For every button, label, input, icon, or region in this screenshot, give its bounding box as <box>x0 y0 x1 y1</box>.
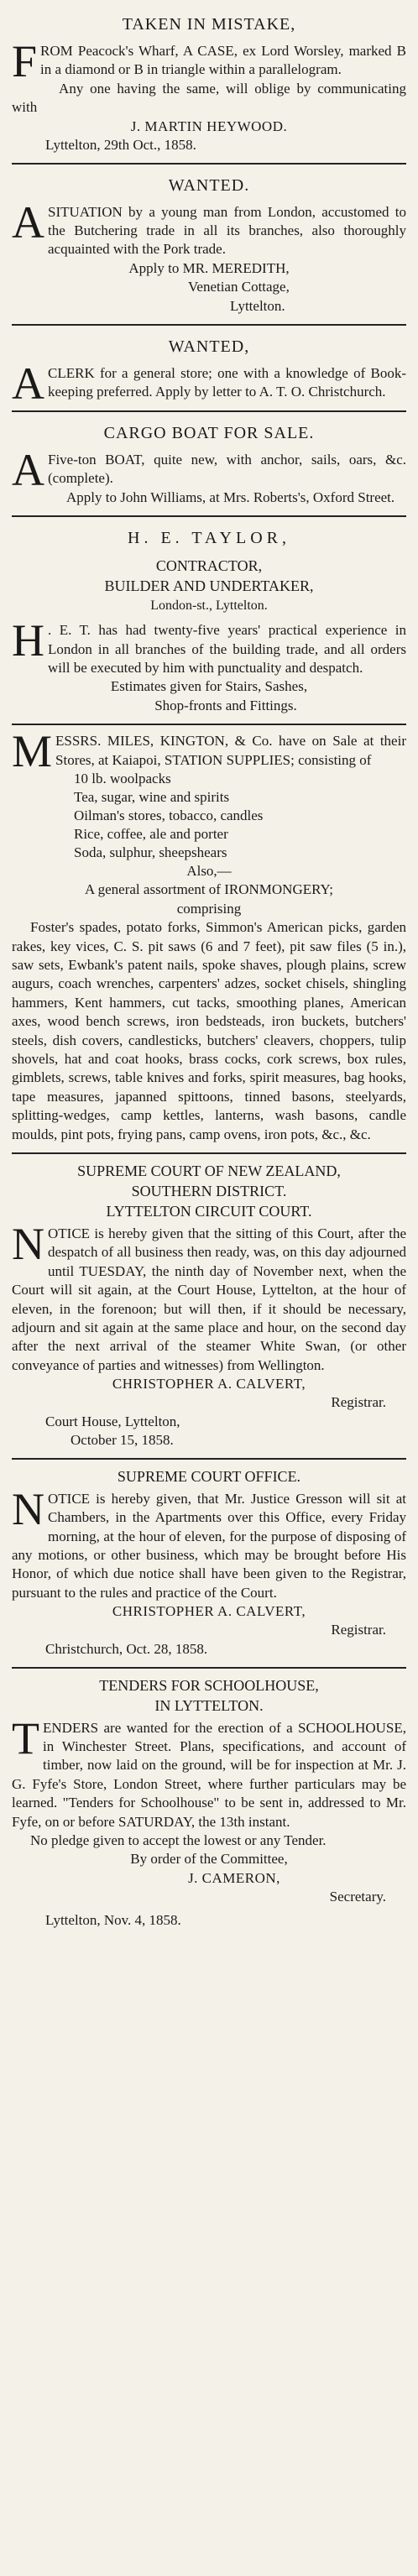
ad-taylor-contractor <box>12 517 406 725</box>
list-item: Soda, sulphur, sheepshears <box>74 844 227 860</box>
ad-body: ASITUATION by a young man from London, accustomed to the Butchering trade in all its branches, also thoroughly acquainted with the Pork trade. <box>12 196 406 258</box>
ad-title: Secretary. <box>329 1888 386 1905</box>
drop-cap: H <box>12 615 44 666</box>
ad-body-2: Any one having the same, will oblige by communicating with <box>12 80 406 116</box>
ad-heading: TAKEN IN MISTAKE, <box>122 15 296 34</box>
ad-signature: CHRISTOPHER A. CALVERT, <box>112 1603 306 1620</box>
ad-place: Court House, Lyttelton, <box>45 1413 180 1429</box>
drop-cap: M <box>12 726 53 777</box>
ad-subhead-2: BUILDER AND UNDERTAKER, <box>104 577 314 595</box>
drop-cap: F <box>12 36 38 86</box>
supply-list <box>12 770 406 862</box>
ad-body-2: Foster's spades, potato forks, Simmon's American picks, garden rakes, key vices, C. S. pit saws (6 and 7 feet), pit saw files (5 in.), saw sets, Ewbank's patent nails, spoke shaves, plough plains, screw augurs, coach wrenches, carpenters' adzes, socket chisels, shingling hammers, Kent hammers, cut tacks, smoothing planes, American axes, wood bench screws, iron bedsteads, iron buckets, butchers' steels, dish covers, candlesticks, butchers' cleavers, choppers, tulip shovels, hat and coat hooks, brass cocks, cork screws, box rules, gimblets, screws, table knives and forks, spirit measures, bag hooks, tape measures, japanned spittoons, tinned basons, steelyards, splitting-wedges, camp kettles, lanterns, wash basons, candle moulds, pint pots, frying pans, camp ovens, iron pots, &c., &c. <box>12 919 406 1142</box>
ad-general: A general assortment of IRONMONGERY; <box>85 881 333 898</box>
ad-taken-in-mistake <box>12 3 406 165</box>
ad-apply: Apply to MR. MEREDITH, <box>128 259 290 276</box>
ad-order: By order of the Committee, <box>130 1851 288 1868</box>
ad-subhead-1: CONTRACTOR, <box>155 557 263 575</box>
ad-date: October 15, 1858. <box>71 1431 174 1448</box>
ad-wanted-clerk <box>12 326 406 412</box>
ad-body: NOTICE is hereby given, that Mr. Justice Gresson will sit at Chambers, in the Apartments over this Office, every Friday morning, at the hour of eleven, for the purpose of disposing of any motions, or other business, which may be brought before His Honor, of which due notice shall have been given to the Registrar, pursuant to the rules and practice of the Court. <box>12 1483 406 1601</box>
drop-cap: N <box>12 1483 44 1534</box>
list-item: Rice, coffee, ale and porter <box>74 825 228 842</box>
ad-body-2: No pledge given to accept the lowest or any Tender. <box>30 1831 327 1848</box>
ad-heading: CARGO BOAT FOR SALE. <box>103 423 315 442</box>
ad-estimates-2: Shop-fronts and Fittings. <box>154 697 297 713</box>
ad-heading: SUPREME COURT OF NEW ZEALAND, <box>77 1163 341 1180</box>
ad-body: MESSRS. MILES, KINGTON, & Co. have on Sale at their Stores, at Kaiapoi, STATION SUPPLIES; consisting of <box>12 726 406 777</box>
ad-also: Also,— <box>186 862 232 879</box>
ad-date: Lyttelton, 29th Oct., 1858. <box>45 136 196 153</box>
ad-body: FROM Peacock's Wharf, A CASE, ex Lord Worsley, marked B in a diamond or B in triangle within a parallelogram. <box>12 36 406 86</box>
drop-cap: A <box>12 444 44 495</box>
list-item: Oilman's stores, tobacco, candles <box>74 807 264 823</box>
ad-address-2: Lyttelton. <box>230 297 285 314</box>
ad-heading: SUPREME COURT OFFICE. <box>117 1467 301 1485</box>
ad-tenders-schoolhouse <box>12 1669 406 1939</box>
ad-heading: H. E. TAYLOR, <box>128 529 290 548</box>
ad-subhead-1: SOUTHERN DISTRICT. <box>131 1183 287 1200</box>
ad-signature: J. CAMERON, <box>188 1869 280 1886</box>
ad-date: Christchurch, Oct. 28, 1858. <box>45 1640 208 1657</box>
ad-heading: WANTED. <box>168 175 250 195</box>
ad-body: H . E. T. has had twenty-five years' practical experience in London in all branches of the building trade, and all orders will be executed by him with punctuality and despatch. <box>12 615 406 676</box>
ad-title: Registrar. <box>331 1622 386 1638</box>
ad-miles-kington <box>12 725 406 1154</box>
ad-heading: WANTED, <box>168 337 250 357</box>
ad-body: ACLERK for a general store; one with a knowledge of Book-keeping preferred. Apply by letter to A. T. O. Christchurch. <box>12 358 406 410</box>
drop-cap: A <box>12 358 44 410</box>
ad-subhead-2: LYTTELTON CIRCUIT COURT. <box>106 1203 312 1220</box>
ad-signature: CHRISTOPHER A. CALVERT, <box>112 1376 306 1393</box>
ad-body: NOTICE is hereby given that the sitting of this Court, after the despatch of all business then ready, was, on this day adjourned until TUESDAY, the ninth day of November next, when the Court will sit again, at the Court House, Lyttelton, at the hour of eleven, in the forenoon; but will then, if it should be necessary, adjourn and sit again at the same place and hour, on the second day after the next arrival of the steamer White Swan, (or other conveyance of parties and witnesses) from Wellington. <box>12 1219 406 1373</box>
ad-body: A Five-ton BOAT, quite new, with anchor, sails, oars, &c. (complete). <box>12 444 406 495</box>
ad-subhead-3: London-st., Lyttelton. <box>150 598 268 614</box>
drop-cap: A <box>12 196 44 248</box>
drop-cap: T <box>12 1712 39 1763</box>
ad-wanted-situation <box>12 165 406 326</box>
ad-estimates: Estimates given for Stairs, Sashes, <box>110 678 308 695</box>
ad-court-office <box>12 1460 406 1669</box>
ad-date: Lyttelton, Nov. 4, 1858. <box>45 1912 181 1929</box>
drop-cap: N <box>12 1219 44 1270</box>
list-item: 10 lb. woolpacks <box>74 770 171 786</box>
ad-title: Registrar. <box>331 1394 386 1411</box>
ad-subhead-1: IN LYTTELTON. <box>154 1696 264 1714</box>
ad-circuit-court <box>12 1154 406 1460</box>
list-item: Tea, sugar, wine and spirits <box>74 788 230 805</box>
ad-body: TENDERS are wanted for the erection of a SCHOOLHOUSE, in Winchester Street. Plans, specifications, and account of timber, now laid on the ground, will be for inspection at Mr. J. G. Fyfe's Store, London Street, where further particulars may be learned. "Tenders for Schoolhouse" to be sent in, addressed to Mr. Fyfe, on or before SATURDAY, the 13th instant. <box>12 1712 406 1830</box>
ad-body-2: Apply to John Williams, at Mrs. Roberts's, Oxford Street. <box>66 489 395 505</box>
ad-signature: J. MARTIN HEYWOOD. <box>130 118 288 134</box>
ad-address-1: Venetian Cottage, <box>188 279 290 295</box>
ad-comprising: comprising <box>176 900 242 917</box>
ad-heading: TENDERS FOR SCHOOLHOUSE, <box>99 1676 319 1694</box>
ad-cargo-boat <box>12 412 406 517</box>
